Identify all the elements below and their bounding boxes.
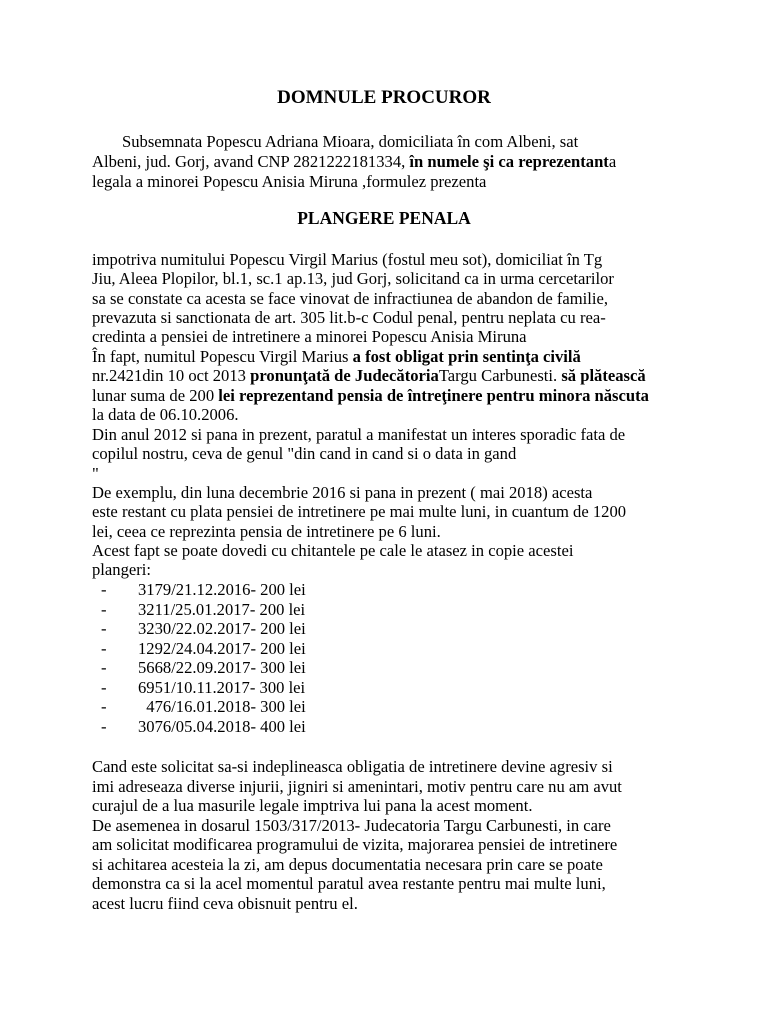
list-bullet: -: [101, 619, 107, 638]
body-line: curajul de a lua masurile legale imptriva lui pana la acest moment.: [92, 796, 533, 815]
body-line: imi adreseaza diverse injurii, jigniri si amenintari, motiv pentru care nu am avut: [92, 777, 622, 796]
fact-line-2-text: nr.2421din 10 oct 2013: [92, 366, 251, 385]
body-line: demonstra ca si la acel momentul paratul avea restante pentru mai multe luni,: [92, 874, 606, 893]
body-line: plangeri:: [92, 560, 151, 579]
body-line: credinta a pensiei de intretinere a minorei Popescu Anisia Miruna: [92, 327, 527, 346]
list-bullet: -: [101, 658, 107, 677]
fact-line-2-bold: pronunţată de Judecătoria: [250, 366, 439, 385]
page-title: DOMNULE PROCUROR: [277, 87, 491, 108]
body-line: Cand este solicitat sa-si indeplineasca obligatia de intretinere devine agresiv si: [92, 757, 613, 776]
intro-line-3: legala a minorei Popescu Anisia Miruna ,formulez prezenta: [92, 172, 487, 191]
fact-line-4: la data de 06.10.2006.: [92, 405, 239, 424]
body-line: De asemenea in dosarul 1503/317/2013- Judecatoria Targu Carbunesti, in care: [92, 816, 611, 835]
body-line: si achitarea acesteia la zi, am depus documentatia necesara prin care se poate: [92, 855, 603, 874]
list-bullet: -: [101, 639, 107, 658]
body-line: am solicitat modificarea programului de vizita, majorarea pensiei de intretinere: [92, 835, 618, 854]
list-bullet: -: [101, 697, 107, 716]
fact-line-3: [92, 386, 649, 405]
fact-line-1-bold: a fost obligat prin sentinţa civilă: [352, 347, 581, 366]
list-item: 1292/24.04.2017- 200 lei: [138, 639, 306, 658]
intro-line-2: [92, 152, 616, 171]
list-item: 3076/05.04.2018- 400 lei: [138, 717, 306, 736]
body-line: acest lucru fiind ceva obisnuit pentru el.: [92, 894, 358, 913]
list-item: 3230/22.02.2017- 200 lei: [138, 619, 306, 638]
list-item: 6951/10.11.2017- 300 lei: [138, 678, 306, 697]
fact-line-1-text: În fapt, numitul Popescu Virgil Marius: [92, 347, 353, 366]
body-line: este restant cu plata pensiei de intretinere pe mai multe luni, in cuantum de 1200: [92, 502, 627, 521]
body-line: sa se constate ca acesta se face vinovat de infractiunea de abandon de familie,: [92, 289, 608, 308]
list-bullet: -: [101, 717, 107, 736]
fact-line-3-text: lunar suma de 200: [92, 386, 219, 405]
body-line: copilul nostru, ceva de genul "din cand in cand si o data in gand: [92, 444, 517, 463]
fact-line-2: [92, 366, 646, 385]
list-item: 3179/21.12.2016- 200 lei: [138, 580, 306, 599]
list-bullet: -: [101, 580, 107, 599]
body-line: Jiu, Aleea Plopilor, bl.1, sc.1 ap.13, jud Gorj, solicitand ca in urma cercetarilor: [92, 269, 614, 288]
body-line: impotriva numitului Popescu Virgil Marius (fostul meu sot), domiciliat în Tg: [92, 250, 603, 269]
list-bullet: -: [101, 678, 107, 697]
fact-line-2-text-2: Targu Carbunesti.: [438, 366, 562, 385]
intro-line-2-bold: în numele şi ca reprezentant: [409, 152, 609, 171]
fact-line-1: [92, 347, 581, 366]
list-bullet: -: [101, 600, 107, 619]
intro-line-2-tail: a: [608, 152, 617, 171]
intro-line-2-text: Albeni, jud. Gorj, avand CNP 2821222181334,: [92, 152, 410, 171]
list-item: 5668/22.09.2017- 300 lei: [138, 658, 306, 677]
body-line: De exemplu, din luna decembrie 2016 si pana in prezent ( mai 2018) acesta: [92, 483, 593, 502]
fact-line-2-bold-2: să plătească: [561, 366, 646, 385]
body-line: Din anul 2012 si pana in prezent, paratul a manifestat un interes sporadic fata de: [92, 425, 626, 444]
body-line: ": [92, 464, 99, 483]
list-item: 3211/25.01.2017- 200 lei: [138, 600, 306, 619]
body-line: lei, ceea ce reprezinta pensia de intretinere pe 6 luni.: [92, 522, 441, 541]
body-line: Acest fapt se poate dovedi cu chitantele pe cale le atasez in copie acestei: [92, 541, 574, 560]
intro-line-1: Subsemnata Popescu Adriana Mioara, domiciliata în com Albeni, sat: [122, 132, 579, 151]
fact-line-3-bold: lei reprezentand pensia de întreţinere pentru minora născuta: [218, 386, 649, 405]
body-line: prevazuta si sanctionata de art. 305 lit.b-c Codul penal, pentru neplata cu rea-: [92, 308, 606, 327]
list-item: 476/16.01.2018- 300 lei: [138, 697, 306, 716]
section-heading: PLANGERE PENALA: [297, 208, 471, 228]
